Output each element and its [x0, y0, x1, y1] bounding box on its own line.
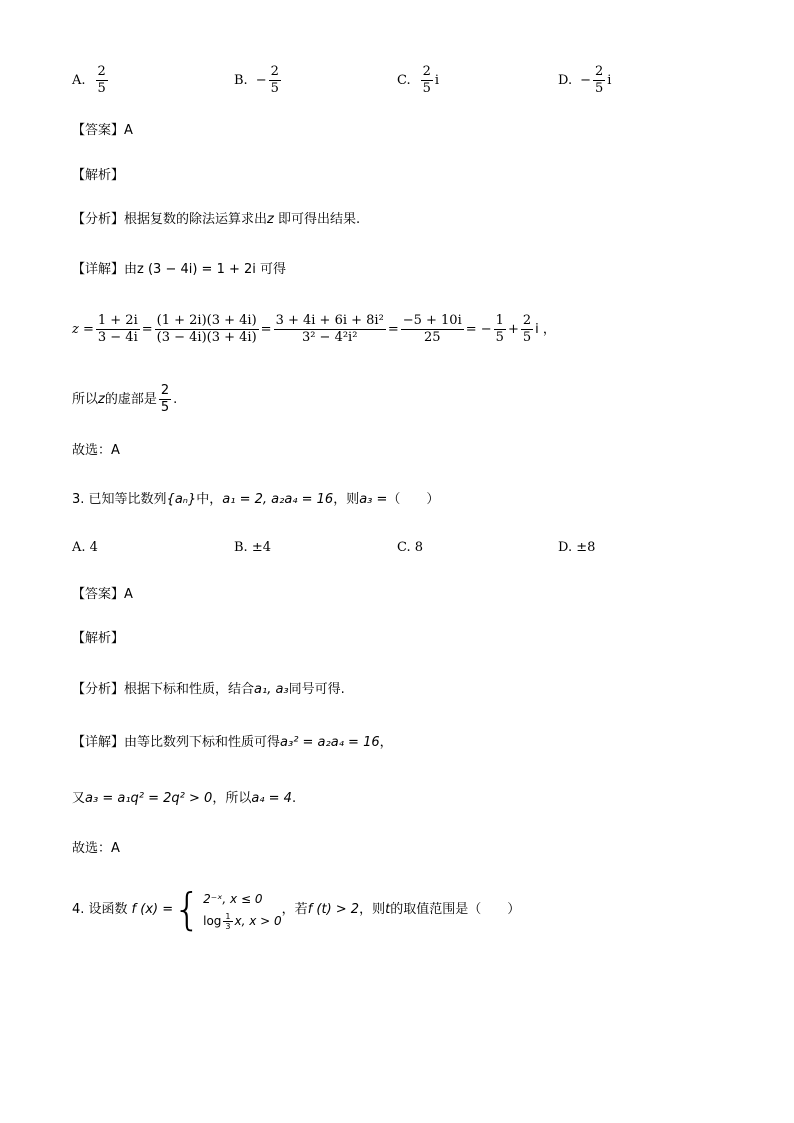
q3-also: 又a₃ = a₁q² = 2q² > 0，所以a₄ = 4.	[72, 791, 297, 806]
fraction: $\frac{2}{5}$	[595, 64, 604, 96]
q4-stem: 4. 设函数 f (x) = { 2⁻ˣ, x ≤ 0 log $\frac{1}{3}$ x, x > 0 ，若 f (t) > 2 ，则 t 的取值范围是（ ）	[72, 884, 521, 935]
option-d: D. − $\frac{2}{5}$ i	[558, 64, 612, 96]
q2-calculation: z = $\frac{1 + 2i}{3 - 4i}$ = $\frac{(1 + 2i)(3 + 4i)}{(3 - 4i)(3 + 4i)}$ = $\frac{\text{3 + 4i + 6i + 8i²}}{\text{3² − 4²i²}}$ = $\frac{-5 + 10i}{25}$ = − $\frac{1}{5}$ + $\frac{2}{5}$ i ，	[72, 313, 556, 345]
option-d: D. ±8	[558, 540, 596, 555]
fraction: $\frac{1 + 2i}{3 - 4i}$	[97, 313, 138, 345]
fraction: $\frac{2}{5}$	[97, 64, 106, 96]
option-c: C. 8	[397, 540, 424, 555]
fraction: $\frac{2}{5}$	[522, 313, 532, 345]
option-b: B. ±4	[234, 540, 271, 555]
q3-xiangjie: 【详解】由等比数列下标和性质可得a₃² = a₂a₄ = 16，	[72, 735, 393, 750]
q2-analysis-title: 【解析】	[72, 168, 125, 183]
fraction: $\frac{2}{5}$	[160, 383, 170, 415]
fraction: $\frac{(1 + 2i)(3 + 4i)}{(3 - 4i)(3 + 4i)}$	[156, 313, 257, 345]
q3-answer: 【答案】A	[72, 587, 133, 602]
option-a: A. 4	[72, 540, 98, 555]
q2-select: 故选：A	[72, 443, 120, 458]
q3-stem: 3. 已知等比数列{aₙ}中，a₁ = 2, a₂a₄ = 16，则a₃ =（ ）	[72, 492, 440, 507]
log-base: $\frac{1}{3}$	[225, 912, 231, 931]
q2-answer: 【答案】A	[72, 123, 133, 138]
q3-analysis-title: 【解析】	[72, 631, 125, 646]
q2-conclusion: 所以 z 的虚部是 $\frac{2}{5}$ .	[72, 383, 178, 415]
fraction: $\frac{\text{3 + 4i + 6i + 8i²}}{\text{3² − 4²i²}}$	[275, 313, 384, 345]
q3-select: 故选：A	[72, 841, 120, 856]
fraction: $\frac{1}{5}$	[495, 313, 504, 345]
option-a: A. $\frac{2}{5}$	[72, 64, 106, 96]
option-c: C. $\frac{2}{5}$ i	[397, 64, 440, 96]
option-b: B. − $\frac{2}{5}$	[234, 64, 279, 96]
q2-fenxi: 【分析】根据复数的除法运算求出z 即可得出结果.	[72, 212, 361, 227]
q2-xiangjie: 【详解】由z (3 − 4i) = 1 + 2i 可得	[72, 262, 287, 277]
brace: {	[173, 884, 202, 935]
piecewise-function	[173, 884, 282, 935]
cases: 2⁻ˣ, x ≤ 0 log $\frac{1}{3}$ x, x > 0	[203, 892, 282, 931]
q3-fenxi: 【分析】根据下标和性质，结合a₁, a₃同号可得.	[72, 682, 345, 697]
fraction: $\frac{2}{5}$	[270, 64, 279, 96]
fraction: $\frac{-5 + 10i}{25}$	[402, 313, 462, 345]
fraction: $\frac{2}{5}$	[422, 64, 431, 96]
